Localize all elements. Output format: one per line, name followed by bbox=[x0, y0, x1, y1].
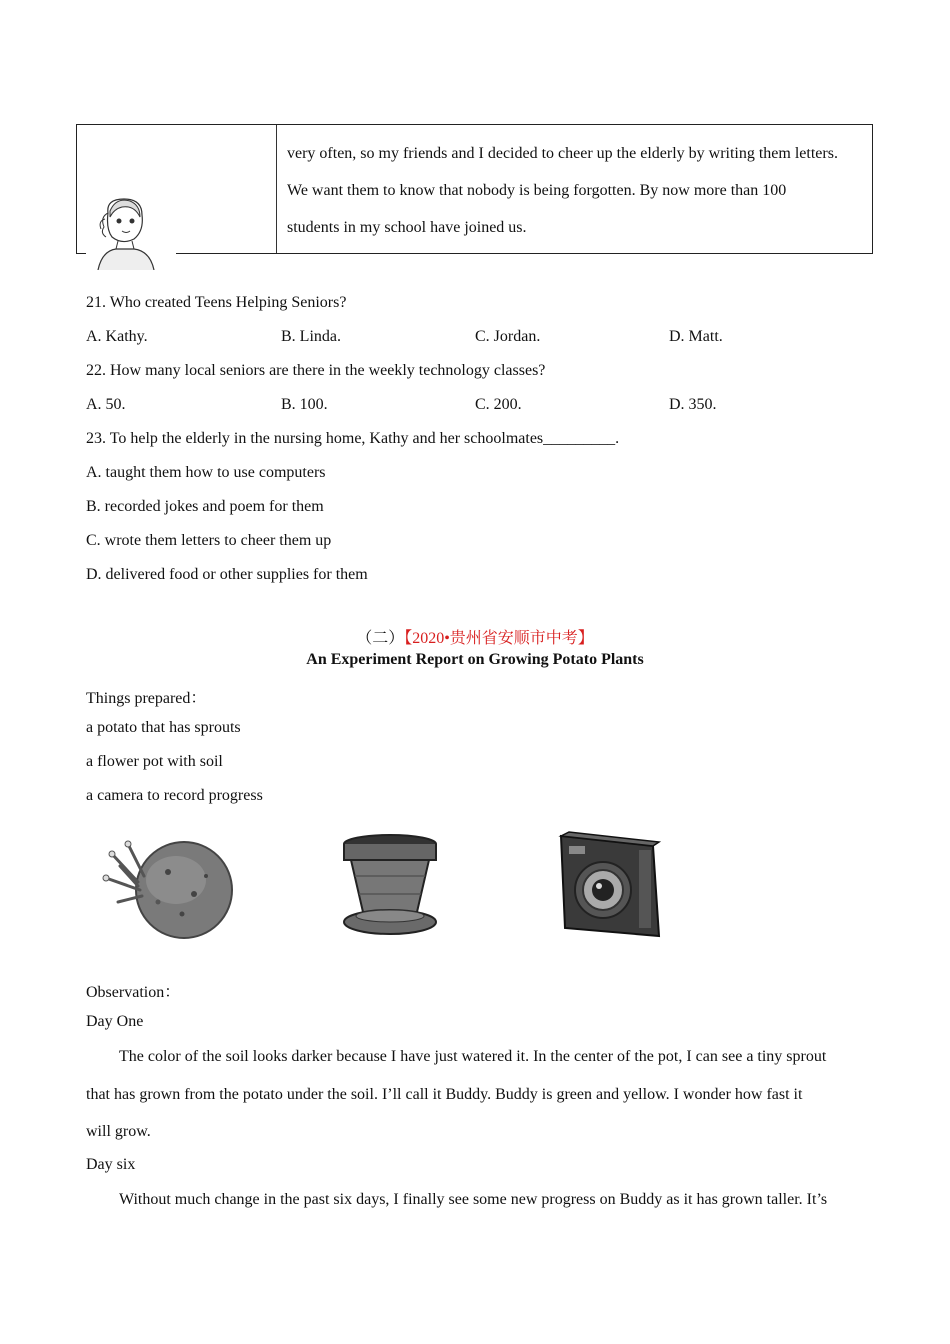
box-line: students in my school have joined us. bbox=[287, 219, 527, 236]
camera-image bbox=[555, 828, 670, 943]
option-b: B. Linda. bbox=[281, 328, 341, 345]
section-source: 【2020•贵州省安顺市中考】 bbox=[404, 630, 594, 647]
box-text bbox=[287, 135, 864, 246]
option-d: D. 350. bbox=[669, 396, 717, 413]
question-stem: 23. To help the elderly in the nursing home, Kathy and her schoolmates_________. bbox=[86, 430, 620, 447]
girl-illustration bbox=[86, 195, 176, 270]
paragraph-line: will grow. bbox=[86, 1123, 151, 1140]
prepared-heading: Things prepared： bbox=[86, 690, 207, 707]
text-box bbox=[76, 124, 873, 254]
prepared-item: a potato that has sprouts bbox=[86, 719, 241, 736]
section-header bbox=[0, 625, 950, 648]
paragraph-line: Without much change in the past six days, I finally see some new progress on Buddy as it has grown taller. It’s bbox=[119, 1191, 828, 1208]
passage-title: An Experiment Report on Growing Potato Plants bbox=[306, 651, 644, 668]
paragraph-line: that has grown from the potato under the soil. I’ll call it Buddy. Buddy is green and yellow. I wonder how fast it bbox=[86, 1085, 803, 1103]
prepared-item: a camera to record progress bbox=[86, 787, 263, 804]
question-stem: 22. How many local seniors are there in the weekly technology classes? bbox=[86, 362, 546, 379]
flower-pot-image bbox=[335, 830, 445, 945]
potato-image bbox=[98, 832, 248, 944]
option-d: D. Matt. bbox=[669, 328, 723, 345]
option-c: C. 200. bbox=[475, 396, 522, 413]
option-d: D. delivered food or other supplies for them bbox=[86, 566, 368, 583]
option-a: A. Kathy. bbox=[86, 328, 148, 345]
paragraph-line: The color of the soil looks darker because I have just watered it. In the center of the pot, I can see a tiny sprout bbox=[119, 1048, 827, 1065]
day-six-paragraph bbox=[86, 1181, 866, 1219]
option-b: B. 100. bbox=[281, 396, 328, 413]
question-stem: 21. Who created Teens Helping Seniors? bbox=[86, 294, 347, 311]
option-a: A. taught them how to use computers bbox=[86, 464, 326, 481]
box-line: very often, so my friends and I decided to cheer up the elderly by writing them letters. bbox=[287, 145, 838, 162]
option-c: C. Jordan. bbox=[475, 328, 541, 345]
day-label: Day six bbox=[86, 1156, 136, 1173]
box-line: We want them to know that nobody is being forgotten. By now more than 100 bbox=[287, 182, 787, 199]
section-number: （二） bbox=[356, 630, 405, 647]
day-label: Day One bbox=[86, 1013, 144, 1030]
prepared-item: a flower pot with soil bbox=[86, 753, 223, 770]
box-divider bbox=[276, 125, 277, 253]
option-c: C. wrote them letters to cheer them up bbox=[86, 532, 332, 549]
observation-heading: Observation： bbox=[86, 984, 181, 1001]
option-a: A. 50. bbox=[86, 396, 126, 413]
option-b: B. recorded jokes and poem for them bbox=[86, 498, 324, 515]
day-one-paragraph bbox=[86, 1038, 866, 1151]
